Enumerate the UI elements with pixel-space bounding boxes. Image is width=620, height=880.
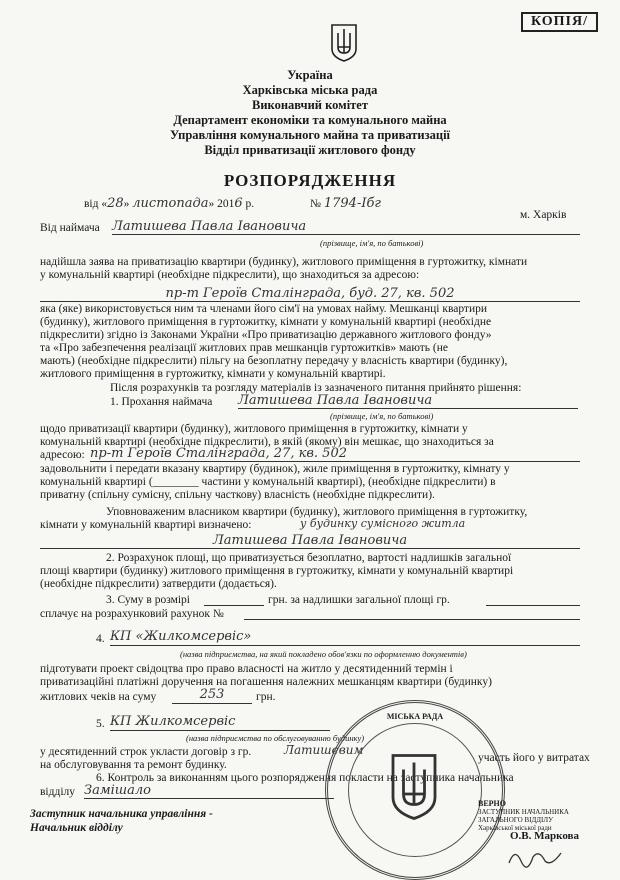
tenant-name: Латишева Павла Івановича (112, 219, 580, 235)
item-1-caption: (прізвище, ім'я, по батькові) (330, 411, 434, 421)
seal-trident-icon (384, 752, 444, 822)
paragraph-4: щодо приватизації квартири (будинку), житлового приміщення в гуртожитку, кімнати у комунальній квартирі (необхідне підкреслити), в якій (якому) він мешкає, що знаходиться за (40, 423, 494, 448)
signature-title-1: Заступник начальника управління - (30, 808, 213, 820)
paragraph-1: надійшла заява на приватизацію квартири (будинку), житлового приміщення в гуртожитку, кімнати у комунальній квартирі (необхідне підкреслити), що знаходиться за адресою: (40, 256, 528, 281)
item-5-caption: (назва підприємства по обслуговуванню будинку) (186, 733, 365, 743)
copy-stamp: КОПІЯ/ (521, 12, 598, 32)
item-3-account-line (244, 606, 580, 620)
header-council: Харківська міська рада (242, 83, 378, 97)
item-3-amount (204, 592, 264, 606)
paragraph-2: яка (яке) використовується ним та членами його сім'ї на умовах найму. Мешканці квартири (будинку), житлового приміщення в гуртожитку, кімнати у комунальній квартирі (необхідне підкреслити) згідно із Законами України «Про приватизацію державного житлового фонду» та «Про забезпечення реалізації житлових прав мешканців гуртожитків» мають (не мають) (необхідне підкреслити) пільгу на безоплатну передачу у власність квартири (будинку), житлового приміщення в гуртожитку, кімнати у комунальній квартирі. (40, 303, 508, 380)
signature-name: О.В. Маркова (510, 830, 580, 842)
paragraph-3: Після розрахунків та розгляду матеріалів із зазначеного питання прийнято рішення: (110, 382, 522, 394)
paragraph-4-cont: задовольнити і передати вказану квартиру (будинок), жиле приміщення в гуртожитку, кімнату у комунальній квартирі (________ частини у комунальній квартирі), (необхідне підкреслити) в приватну (спільну сумісну, спільну часткову) власність (необхідне підкреслити). (40, 463, 510, 501)
date-day: 28 (107, 196, 124, 211)
cheques-post: грн. (256, 691, 276, 703)
address-handwritten: пр-т Героїв Сталінграда, буд. 27, кв. 502 (40, 286, 580, 302)
item-6-hand: Замішало (84, 783, 334, 799)
signature-title-2: Начальник відділу (30, 822, 123, 834)
paragraph-7b: на обслуговування та ремонт будинку. (40, 759, 227, 771)
tenant-label: Від наймача (40, 222, 100, 234)
paragraph-7-end: участь його у витратах (478, 752, 590, 764)
item-4-label: 4. (96, 633, 105, 645)
header-directorate: Управління комунального майна та приватизації (169, 128, 451, 142)
item-3-account: сплачує на розрахунковий рахунок № (40, 608, 224, 620)
number-block (310, 197, 381, 211)
item-1-name: Латишева Павла Івановича (238, 393, 578, 409)
document-title: РОЗПОРЯДЖЕННЯ (223, 171, 397, 190)
owner-note: у будинку сумісного житла (300, 517, 466, 530)
cheques-amount: 253 (172, 687, 252, 704)
item-4-company: КП «Жилкомсервіс» (110, 629, 580, 646)
header-committee: Виконавчий комітет (252, 98, 368, 112)
item-5-label: 5. (96, 718, 105, 730)
date-month: листопада (132, 196, 209, 211)
document-number: 1794-Ібг (323, 196, 381, 211)
date-line: від «28» листопада» 2016 р. (84, 196, 255, 211)
item-3-pre: 3. Суму в розмірі (106, 594, 190, 606)
header-country: Україна (287, 68, 333, 82)
item-3-mid: грн. за надлишки загальної площі гр. (268, 594, 450, 606)
item-4-caption: (назва підприємства, на який покладено обов'язки по оформленню документів) (180, 649, 467, 659)
date-prefix: від « (84, 198, 108, 210)
address-2-handwritten: пр-т Героїв Сталінграда, 27, кв. 502 (90, 446, 580, 462)
paragraph-6: підготувати проект свідоцтва про право власності на житло у десятиденний термін і приватизаційні платіжні доручення на погашення належних мешканцям квартири (будинку) (40, 663, 492, 688)
date-year: 6 (234, 196, 243, 211)
item-6b: відділу (40, 786, 76, 798)
header-department: Департамент економіки та комунального майна (173, 113, 447, 127)
item-5-company: КП Жилкомсервіс (110, 714, 330, 731)
item-1-label: 1. Прохання наймача (110, 396, 213, 408)
cheques-pre: житлових чеків на суму (40, 691, 157, 703)
handwritten-signature-icon (505, 843, 565, 871)
coat-of-arms-icon (329, 23, 359, 63)
year-prefix: » 201 (208, 198, 235, 210)
header (0, 68, 620, 158)
item-2: 2. Розрахунок площі, що приватизується безоплатно, вартості надлишків загальної площі квартири (будинку) житлового приміщення в гуртожитку, кімнати у комунальній квартирі (необхідне підкреслити) затвердити (додається). (40, 552, 514, 590)
item-6: 6. Контроль за виконанням цього розпорядження покласти на заступника начальника (96, 772, 514, 784)
address-label: адресою: (40, 449, 85, 461)
number-label: № (310, 198, 321, 210)
paragraph-5: Уповноваженим власником квартири (будинку), житлового приміщення в гуртожитку, кімнати у комунальній квартирі визначено: (40, 506, 528, 531)
year-suffix: р. (242, 198, 255, 210)
verno-stamp: ВЕРНО ЗАСТУПНИК НАЧАЛЬНИКА ЗАГАЛЬНОГО ВІДДІЛУ Харківської міської ради (478, 799, 569, 832)
seal-top-text: МІСЬКА РАДА (386, 712, 444, 721)
header-division: Відділ приватизації житлового фонду (204, 143, 416, 157)
paragraph-7-name: Латишевим (284, 743, 364, 757)
city: м. Харків (520, 209, 567, 221)
paragraph-7: у десятиденний строк укласти договір з гр. (40, 746, 252, 758)
tenant-caption: (прізвище, ім'я, по батькові) (320, 238, 424, 248)
owner-name: Латишева Павла Івановича (40, 533, 580, 549)
item-3-person (486, 592, 580, 606)
